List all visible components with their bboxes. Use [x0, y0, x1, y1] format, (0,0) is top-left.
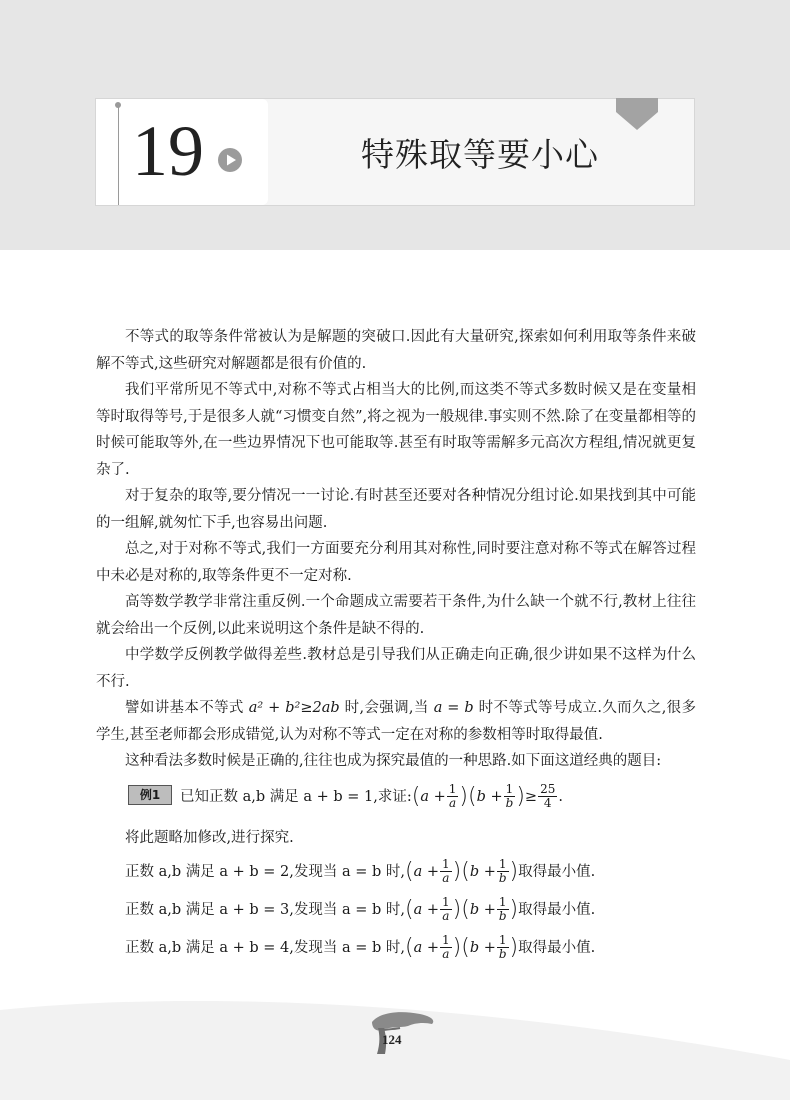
fraction-denominator: a — [442, 909, 450, 923]
paren: ) — [509, 934, 519, 960]
discovery-prefix: 正数 a,b 满足 a + b = 4,发现当 a = b 时, — [125, 939, 405, 956]
example-statement — [180, 779, 563, 815]
tab-icon — [612, 98, 662, 132]
paragraph: 高等数学教学非常注重反例.一个命题成立需要若干条件,为什么缺一个就不行,教材上往往就会给出一个反例,以此来说明这个条件是缺不得的. — [96, 594, 696, 637]
fraction-denominator: b — [498, 871, 507, 885]
fraction-denominator: a — [448, 796, 457, 810]
paragraph-inequality — [96, 695, 696, 748]
paren: ( — [411, 783, 421, 809]
paren: ( — [404, 896, 414, 922]
paren: ) — [509, 896, 519, 922]
paren: ) — [516, 783, 525, 809]
fraction-denominator: b — [505, 796, 514, 810]
discovery-line — [96, 891, 696, 929]
paren: ( — [467, 783, 477, 809]
paren: ( — [461, 858, 470, 884]
geq-sign: ≥ — [524, 788, 538, 805]
math-term: a + — [413, 939, 439, 956]
fraction-denominator: a — [442, 871, 450, 885]
math-term: b + — [476, 788, 503, 805]
rail-line — [118, 105, 119, 205]
fraction — [440, 896, 452, 923]
fraction — [497, 934, 509, 961]
fraction-numerator: 1 — [441, 857, 450, 871]
discovery-suffix: 取得最小值. — [518, 863, 596, 880]
fraction — [440, 858, 452, 885]
chapter-number: 19 — [132, 111, 204, 191]
paragraph: 我们平常所见不等式中,对称不等式占相当大的比例,而这类不等式多数时候又是在变量相等时取得等号,于是很多人就“习惯变自然”,将之视为一般规律.事实则不然.除了在变量都相等的时候可能取等外,在一些边界情况下也可能取等.甚至有时取等需解多元高次方程组,情况就更复杂了. — [96, 382, 696, 478]
fraction — [440, 934, 452, 961]
paren: ( — [404, 934, 414, 960]
fraction — [447, 783, 459, 810]
math-inline: a² + b²≥2ab — [248, 700, 340, 716]
fraction-numerator: 1 — [448, 782, 457, 796]
rail-dot — [115, 102, 121, 108]
chapter-number-box — [96, 99, 268, 205]
chapter-banner — [95, 98, 695, 206]
math-term: a + — [413, 901, 439, 918]
paren: ) — [452, 858, 462, 884]
discovery-prefix: 正数 a,b 满足 a + b = 3,发现当 a = b 时, — [125, 901, 405, 918]
page-number: 124 — [382, 1032, 402, 1047]
paren: ( — [461, 896, 470, 922]
fraction-numerator: 1 — [441, 933, 450, 947]
paragraph: 总之,对于对称不等式,我们一方面要充分利用其对称性,同时要注意对称不等式在解答过程中未必是对称的,取等条件更不一定对称. — [96, 541, 696, 584]
fraction — [538, 783, 557, 810]
example-prefix: 已知正数 a,b 满足 a + b = 1,求证: — [180, 788, 412, 805]
discovery-prefix: 正数 a,b 满足 a + b = 2,发现当 a = b 时, — [125, 863, 405, 880]
paragraph: 这种看法多数时候是正确的,往往也成为探究最值的一种思路.如下面这道经典的题目: — [125, 753, 662, 769]
paren: ( — [461, 934, 470, 960]
math-term: a + — [413, 863, 439, 880]
paren: ) — [452, 896, 462, 922]
paren: ) — [452, 934, 462, 960]
fraction-denominator: a — [442, 947, 450, 961]
discovery-suffix: 取得最小值. — [518, 939, 596, 956]
discovery-line — [96, 929, 696, 967]
fraction-numerator: 1 — [497, 934, 509, 948]
math-term: b + — [469, 939, 496, 956]
fraction-denominator: 4 — [543, 796, 552, 810]
fraction-numerator: 1 — [497, 858, 509, 872]
math-inline: a = b — [433, 700, 474, 716]
tree-logo-icon — [370, 1008, 440, 1054]
math-term: b + — [469, 901, 496, 918]
chapter-title: 特殊取等要小心 — [361, 135, 599, 174]
fraction-denominator: b — [498, 947, 507, 961]
paragraph: 对于复杂的取等,要分情况一一讨论.有时甚至还要对各种情况分组讨论.如果找到其中可能的一组解,就匆忙下手,也容易出问题. — [96, 488, 696, 531]
math-term: a + — [420, 788, 446, 805]
fraction-numerator: 1 — [497, 896, 509, 910]
fraction — [497, 896, 509, 923]
paren: ) — [459, 783, 468, 809]
example-row — [96, 779, 696, 823]
example-badge: 例1 — [128, 785, 172, 805]
paragraph: 不等式的取等条件常被认为是解题的突破口.因此有大量研究,探索如何利用取等条件来破解不等式,这些研究对解题都是很有价值的. — [96, 329, 696, 372]
fraction — [504, 783, 516, 810]
text-span: 时不等式等号成立.久而久之,很多学生,甚至老师都会形成错觉,认为对称不等式一定在对称的参数相等时取得最值. — [96, 700, 697, 743]
discovery-line — [96, 853, 696, 891]
fraction-denominator: b — [498, 909, 507, 923]
fraction-numerator: 1 — [441, 895, 450, 909]
paragraph: 中学数学反例教学做得差些.教材总是引导我们从正确走向正确,很少讲如果不这样为什么不行. — [96, 647, 696, 690]
fraction-numerator: 25 — [540, 782, 556, 796]
text-span: 时,会强调,当 — [339, 700, 434, 716]
paren: ( — [404, 858, 414, 884]
discovery-suffix: 取得最小值. — [518, 901, 596, 918]
fraction-numerator: 1 — [504, 783, 516, 797]
paren: ) — [509, 858, 519, 884]
math-term: b + — [469, 863, 496, 880]
main-content — [96, 324, 696, 967]
fraction — [497, 858, 509, 885]
period: . — [558, 788, 563, 805]
play-icon — [218, 148, 242, 172]
text-span: 譬如讲基本不等式 — [125, 700, 249, 716]
modify-line: 将此题略加修改,进行探究. — [125, 829, 294, 846]
